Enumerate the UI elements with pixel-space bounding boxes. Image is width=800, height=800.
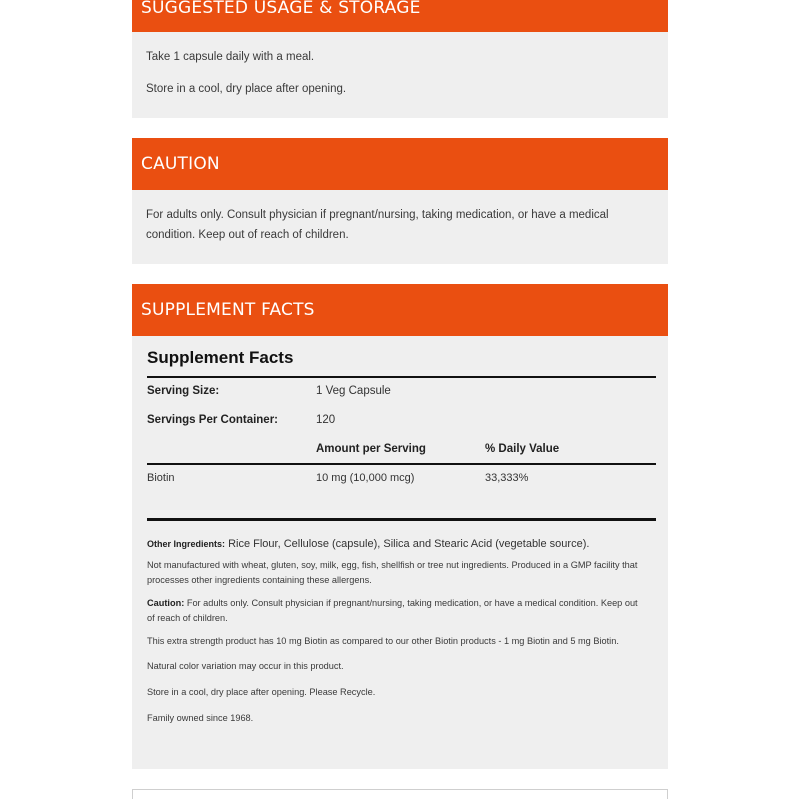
nutrient-daily-value: 33,333% xyxy=(485,472,529,484)
facts-header-rule xyxy=(147,463,656,465)
other-ingredients xyxy=(147,536,656,552)
servings-per-container-value: 120 xyxy=(316,414,336,426)
next-section-edge xyxy=(132,789,668,799)
usage-section-title: SUGGESTED USAGE & STORAGE xyxy=(132,0,668,32)
facts-caution xyxy=(147,596,647,626)
facts-column-headers xyxy=(147,443,656,463)
nutrient-amount: 10 mg (10,000 mcg) xyxy=(316,472,415,484)
caution-text: For adults only. Consult physician if pregnant/nursing, taking medication, or have a medical condition. Keep out of reach of children. xyxy=(146,209,609,241)
serving-size-row xyxy=(147,385,656,407)
facts-section-title: SUPPLEMENT FACTS xyxy=(132,284,668,336)
facts-section-body xyxy=(132,336,668,769)
servings-per-container-row xyxy=(147,414,656,436)
caution-section-title: CAUTION xyxy=(132,138,668,190)
usage-section-body xyxy=(132,32,668,118)
facts-top-rule xyxy=(147,376,656,378)
allergen-note: Not manufactured with wheat, gluten, soy, milk, egg, fish, shellfish or tree nut ingredients. Produced in a GMP facility that processes other ingredients containing these allergens. xyxy=(147,560,638,585)
facts-caution-text: For adults only. Consult physician if pregnant/nursing, taking medication, or have a medical condition. Keep out of reach of children. xyxy=(147,598,638,623)
servings-per-container-label: Servings Per Container: xyxy=(147,414,279,426)
storage-instruction: Store in a cool, dry place after opening. xyxy=(146,83,347,95)
storage-note: Store in a cool, dry place after opening. Please Recycle. xyxy=(147,687,376,697)
facts-caution-label: Caution: xyxy=(147,598,185,608)
usage-section-header xyxy=(132,0,668,32)
other-ingredients-label: Other Ingredients: xyxy=(147,539,226,549)
color-variation-note: Natural color variation may occur in this product. xyxy=(147,661,344,671)
daily-value-header: % Daily Value xyxy=(485,443,560,455)
facts-bottom-rule xyxy=(147,518,656,521)
usage-instruction: Take 1 capsule daily with a meal. xyxy=(146,51,315,63)
other-ingredients-value: Rice Flour, Cellulose (capsule), Silica and Stearic Acid (vegetable source). xyxy=(228,538,590,550)
strength-note: This extra strength product has 10 mg Biotin as compared to our other Biotin products - 1 mg Biotin and 5 mg Biotin. xyxy=(147,636,619,646)
caution-section-body xyxy=(132,190,668,264)
nutrient-name: Biotin xyxy=(147,472,175,484)
facts-section-header xyxy=(132,284,668,336)
amount-per-serving-header: Amount per Serving xyxy=(316,443,426,455)
serving-size-label: Serving Size: xyxy=(147,385,220,397)
table-row xyxy=(147,472,656,518)
serving-size-value: 1 Veg Capsule xyxy=(316,385,391,397)
caution-section-header xyxy=(132,138,668,190)
family-owned-note: Family owned since 1968. xyxy=(147,713,254,723)
supplement-facts-title: Supplement Facts xyxy=(147,348,294,367)
